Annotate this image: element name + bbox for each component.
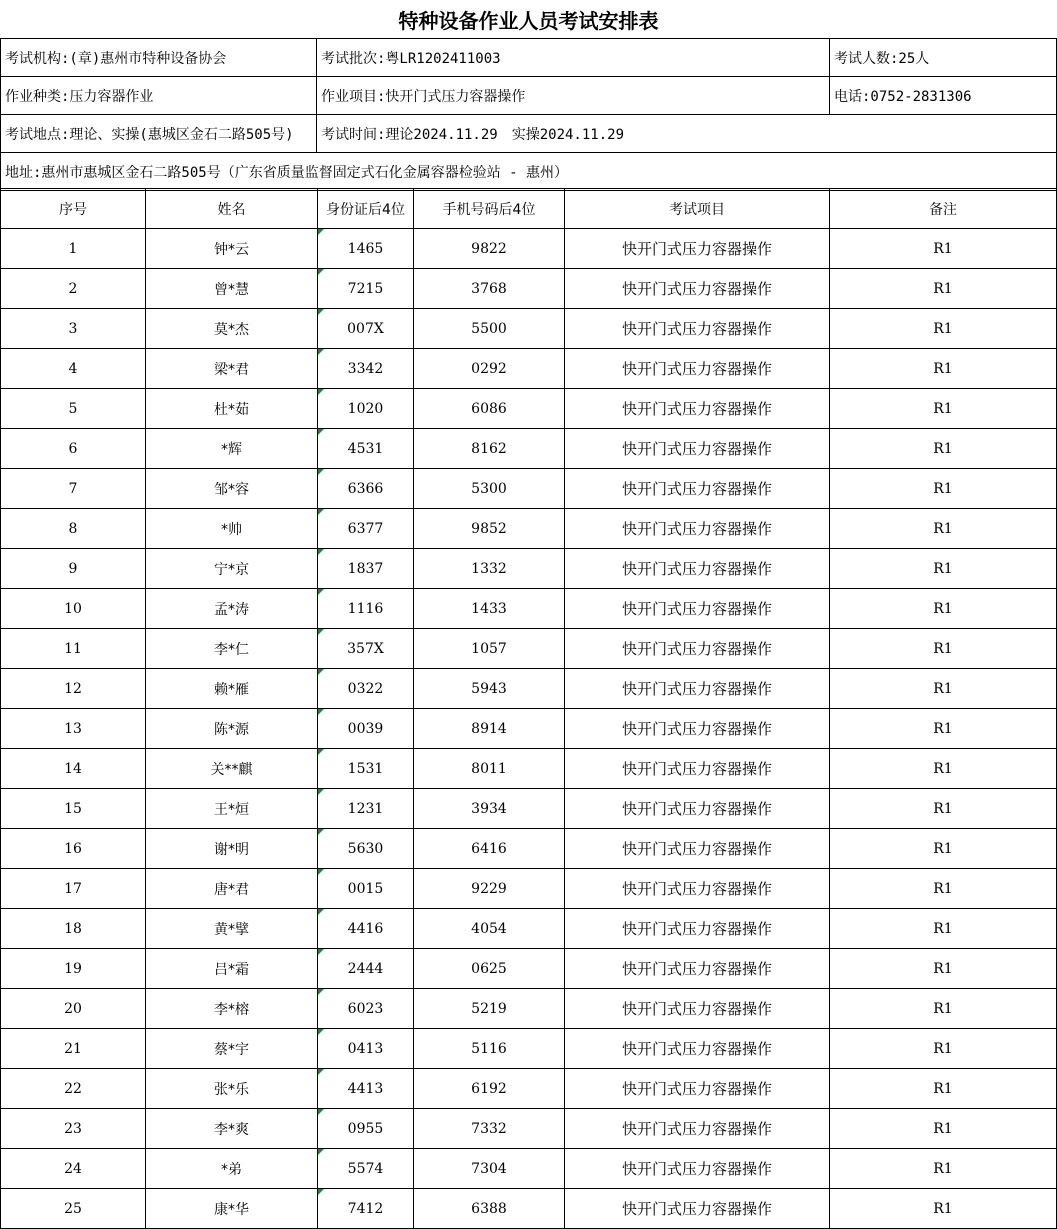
row-note: R1 — [830, 709, 1057, 749]
exam-info-table — [0, 38, 1057, 191]
row-note: R1 — [830, 1189, 1057, 1229]
table-row — [1, 549, 1057, 589]
row-id-last4: 7412 — [318, 1189, 414, 1229]
row-phone-last4: 1332 — [414, 549, 565, 589]
row-name: 张*乐 — [146, 1069, 318, 1109]
row-id-last4: 7215 — [318, 269, 414, 309]
row-name: 莫*杰 — [146, 309, 318, 349]
row-exam-item: 快开门式压力容器操作 — [565, 269, 830, 309]
row-seq: 3 — [1, 309, 146, 349]
row-phone-last4: 5219 — [414, 989, 565, 1029]
info-row-1 — [1, 39, 1057, 77]
row-phone-last4: 5943 — [414, 669, 565, 709]
row-name: *辉 — [146, 429, 318, 469]
info-row-4 — [1, 153, 1057, 191]
row-seq: 12 — [1, 669, 146, 709]
row-phone-last4: 9229 — [414, 869, 565, 909]
row-phone-last4: 0625 — [414, 949, 565, 989]
candidate-table — [0, 188, 1057, 1229]
row-id-last4: 0322 — [318, 669, 414, 709]
row-exam-item: 快开门式压力容器操作 — [565, 989, 830, 1029]
row-id-last4: 4531 — [318, 429, 414, 469]
row-exam-item: 快开门式压力容器操作 — [565, 1109, 830, 1149]
row-phone-last4: 9822 — [414, 229, 565, 269]
row-note: R1 — [830, 229, 1057, 269]
row-name: *帅 — [146, 509, 318, 549]
row-phone-last4: 7304 — [414, 1149, 565, 1189]
exam-count: 考试人数:25人 — [830, 39, 1057, 77]
row-seq: 13 — [1, 709, 146, 749]
header-note: 备注 — [830, 189, 1057, 229]
header-id: 身份证后4位 — [318, 189, 414, 229]
row-seq: 7 — [1, 469, 146, 509]
row-seq: 6 — [1, 429, 146, 469]
table-row — [1, 469, 1057, 509]
info-row-3 — [1, 115, 1057, 153]
exam-address: 地址:惠州市惠城区金石二路505号（广东省质量监督固定式石化金属容器检验站 - 惠州） — [1, 153, 1057, 191]
info-row-2 — [1, 77, 1057, 115]
row-id-last4: 1020 — [318, 389, 414, 429]
row-note: R1 — [830, 1109, 1057, 1149]
row-phone-last4: 8162 — [414, 429, 565, 469]
row-seq: 24 — [1, 1149, 146, 1189]
work-category: 作业种类:压力容器作业 — [1, 77, 317, 115]
row-phone-last4: 5116 — [414, 1029, 565, 1069]
row-name: 邹*容 — [146, 469, 318, 509]
row-seq: 25 — [1, 1189, 146, 1229]
row-exam-item: 快开门式压力容器操作 — [565, 389, 830, 429]
table-row — [1, 989, 1057, 1029]
row-name: 孟*涛 — [146, 589, 318, 629]
row-seq: 4 — [1, 349, 146, 389]
row-phone-last4: 5500 — [414, 309, 565, 349]
row-id-last4: 5574 — [318, 1149, 414, 1189]
row-name: 梁*君 — [146, 349, 318, 389]
table-row — [1, 949, 1057, 989]
row-seq: 8 — [1, 509, 146, 549]
row-note: R1 — [830, 789, 1057, 829]
exam-location: 考试地点:理论、实操(惠城区金石二路505号) — [1, 115, 317, 153]
row-note: R1 — [830, 1149, 1057, 1189]
row-exam-item: 快开门式压力容器操作 — [565, 509, 830, 549]
exam-org: 考试机构:(章)惠州市特种设备协会 — [1, 39, 317, 77]
header-phone: 手机号码后4位 — [414, 189, 565, 229]
row-exam-item: 快开门式压力容器操作 — [565, 229, 830, 269]
table-row — [1, 429, 1057, 469]
row-exam-item: 快开门式压力容器操作 — [565, 869, 830, 909]
row-exam-item: 快开门式压力容器操作 — [565, 909, 830, 949]
row-name: 李*仁 — [146, 629, 318, 669]
row-note: R1 — [830, 429, 1057, 469]
row-id-last4: 6377 — [318, 509, 414, 549]
row-note: R1 — [830, 829, 1057, 869]
row-name: 李*爽 — [146, 1109, 318, 1149]
row-phone-last4: 9852 — [414, 509, 565, 549]
row-phone-last4: 6388 — [414, 1189, 565, 1229]
table-row — [1, 1069, 1057, 1109]
row-id-last4: 6366 — [318, 469, 414, 509]
row-note: R1 — [830, 1029, 1057, 1069]
row-exam-item: 快开门式压力容器操作 — [565, 589, 830, 629]
table-row — [1, 829, 1057, 869]
row-note: R1 — [830, 669, 1057, 709]
row-note: R1 — [830, 949, 1057, 989]
row-phone-last4: 8914 — [414, 709, 565, 749]
row-note: R1 — [830, 589, 1057, 629]
row-note: R1 — [830, 909, 1057, 949]
row-exam-item: 快开门式压力容器操作 — [565, 1149, 830, 1189]
row-id-last4: 0955 — [318, 1109, 414, 1149]
row-seq: 18 — [1, 909, 146, 949]
row-id-last4: 0015 — [318, 869, 414, 909]
row-seq: 11 — [1, 629, 146, 669]
work-project: 作业项目:快开门式压力容器操作 — [317, 77, 830, 115]
table-row — [1, 1029, 1057, 1069]
row-phone-last4: 0292 — [414, 349, 565, 389]
table-row — [1, 269, 1057, 309]
row-name: 唐*君 — [146, 869, 318, 909]
row-seq: 14 — [1, 749, 146, 789]
row-exam-item: 快开门式压力容器操作 — [565, 1189, 830, 1229]
row-name: 陈*源 — [146, 709, 318, 749]
row-name: 吕*霜 — [146, 949, 318, 989]
row-phone-last4: 6416 — [414, 829, 565, 869]
row-phone-last4: 3768 — [414, 269, 565, 309]
row-exam-item: 快开门式压力容器操作 — [565, 829, 830, 869]
row-note: R1 — [830, 269, 1057, 309]
table-row — [1, 1189, 1057, 1229]
row-exam-item: 快开门式压力容器操作 — [565, 429, 830, 469]
table-row — [1, 309, 1057, 349]
row-id-last4: 4416 — [318, 909, 414, 949]
row-id-last4: 2444 — [318, 949, 414, 989]
row-name: 曾*慧 — [146, 269, 318, 309]
row-phone-last4: 7332 — [414, 1109, 565, 1149]
row-phone-last4: 1057 — [414, 629, 565, 669]
row-note: R1 — [830, 309, 1057, 349]
table-row — [1, 229, 1057, 269]
row-note: R1 — [830, 549, 1057, 589]
row-id-last4: 4413 — [318, 1069, 414, 1109]
row-exam-item: 快开门式压力容器操作 — [565, 789, 830, 829]
table-row — [1, 869, 1057, 909]
row-name: 关**麒 — [146, 749, 318, 789]
table-row — [1, 789, 1057, 829]
row-note: R1 — [830, 1069, 1057, 1109]
row-seq: 16 — [1, 829, 146, 869]
table-row — [1, 589, 1057, 629]
table-row — [1, 349, 1057, 389]
row-note: R1 — [830, 349, 1057, 389]
row-id-last4: 1837 — [318, 549, 414, 589]
row-name: 赖*雁 — [146, 669, 318, 709]
row-exam-item: 快开门式压力容器操作 — [565, 749, 830, 789]
row-exam-item: 快开门式压力容器操作 — [565, 949, 830, 989]
row-note: R1 — [830, 509, 1057, 549]
row-phone-last4: 5300 — [414, 469, 565, 509]
row-id-last4: 1231 — [318, 789, 414, 829]
row-id-last4: 0039 — [318, 709, 414, 749]
row-id-last4: 0413 — [318, 1029, 414, 1069]
row-exam-item: 快开门式压力容器操作 — [565, 549, 830, 589]
row-id-last4: 5630 — [318, 829, 414, 869]
header-item: 考试项目 — [565, 189, 830, 229]
row-name: 蔡*宇 — [146, 1029, 318, 1069]
exam-time: 考试时间:理论2024.11.29 实操2024.11.29 — [317, 115, 1057, 153]
row-id-last4: 6023 — [318, 989, 414, 1029]
row-name: 康*华 — [146, 1189, 318, 1229]
row-name: 谢*明 — [146, 829, 318, 869]
row-id-last4: 1116 — [318, 589, 414, 629]
row-note: R1 — [830, 629, 1057, 669]
page-title: 特种设备作业人员考试安排表 — [398, 8, 659, 33]
row-seq: 1 — [1, 229, 146, 269]
table-row — [1, 669, 1057, 709]
row-note: R1 — [830, 469, 1057, 509]
row-seq: 2 — [1, 269, 146, 309]
row-name: 杜*茹 — [146, 389, 318, 429]
row-seq: 17 — [1, 869, 146, 909]
header-name: 姓名 — [146, 189, 318, 229]
exam-batch: 考试批次:粤LR1202411003 — [317, 39, 830, 77]
row-name: 黄*擘 — [146, 909, 318, 949]
row-note: R1 — [830, 389, 1057, 429]
row-exam-item: 快开门式压力容器操作 — [565, 309, 830, 349]
table-row — [1, 629, 1057, 669]
row-seq: 21 — [1, 1029, 146, 1069]
row-name: 李*榕 — [146, 989, 318, 1029]
row-exam-item: 快开门式压力容器操作 — [565, 349, 830, 389]
row-seq: 23 — [1, 1109, 146, 1149]
row-exam-item: 快开门式压力容器操作 — [565, 669, 830, 709]
row-seq: 5 — [1, 389, 146, 429]
row-id-last4: 3342 — [318, 349, 414, 389]
row-name: *弟 — [146, 1149, 318, 1189]
table-row — [1, 389, 1057, 429]
row-phone-last4: 6192 — [414, 1069, 565, 1109]
header-seq: 序号 — [1, 189, 146, 229]
row-phone-last4: 4054 — [414, 909, 565, 949]
row-name: 宁*京 — [146, 549, 318, 589]
row-phone-last4: 3934 — [414, 789, 565, 829]
table-row — [1, 509, 1057, 549]
row-seq: 19 — [1, 949, 146, 989]
row-note: R1 — [830, 989, 1057, 1029]
row-id-last4: 1465 — [318, 229, 414, 269]
contact-phone: 电话:0752-2831306 — [830, 77, 1057, 115]
row-exam-item: 快开门式压力容器操作 — [565, 709, 830, 749]
row-seq: 9 — [1, 549, 146, 589]
row-seq: 10 — [1, 589, 146, 629]
row-name: 王*烜 — [146, 789, 318, 829]
row-exam-item: 快开门式压力容器操作 — [565, 469, 830, 509]
row-exam-item: 快开门式压力容器操作 — [565, 1029, 830, 1069]
row-id-last4: 357X — [318, 629, 414, 669]
table-header-row — [1, 189, 1057, 229]
row-phone-last4: 1433 — [414, 589, 565, 629]
row-seq: 22 — [1, 1069, 146, 1109]
row-name: 钟*云 — [146, 229, 318, 269]
table-row — [1, 909, 1057, 949]
row-exam-item: 快开门式压力容器操作 — [565, 629, 830, 669]
row-exam-item: 快开门式压力容器操作 — [565, 1069, 830, 1109]
row-id-last4: 007X — [318, 309, 414, 349]
row-note: R1 — [830, 869, 1057, 909]
row-phone-last4: 8011 — [414, 749, 565, 789]
table-row — [1, 1109, 1057, 1149]
table-row — [1, 1149, 1057, 1189]
row-phone-last4: 6086 — [414, 389, 565, 429]
table-row — [1, 709, 1057, 749]
table-row — [1, 749, 1057, 789]
row-seq: 20 — [1, 989, 146, 1029]
row-note: R1 — [830, 749, 1057, 789]
row-seq: 15 — [1, 789, 146, 829]
row-id-last4: 1531 — [318, 749, 414, 789]
